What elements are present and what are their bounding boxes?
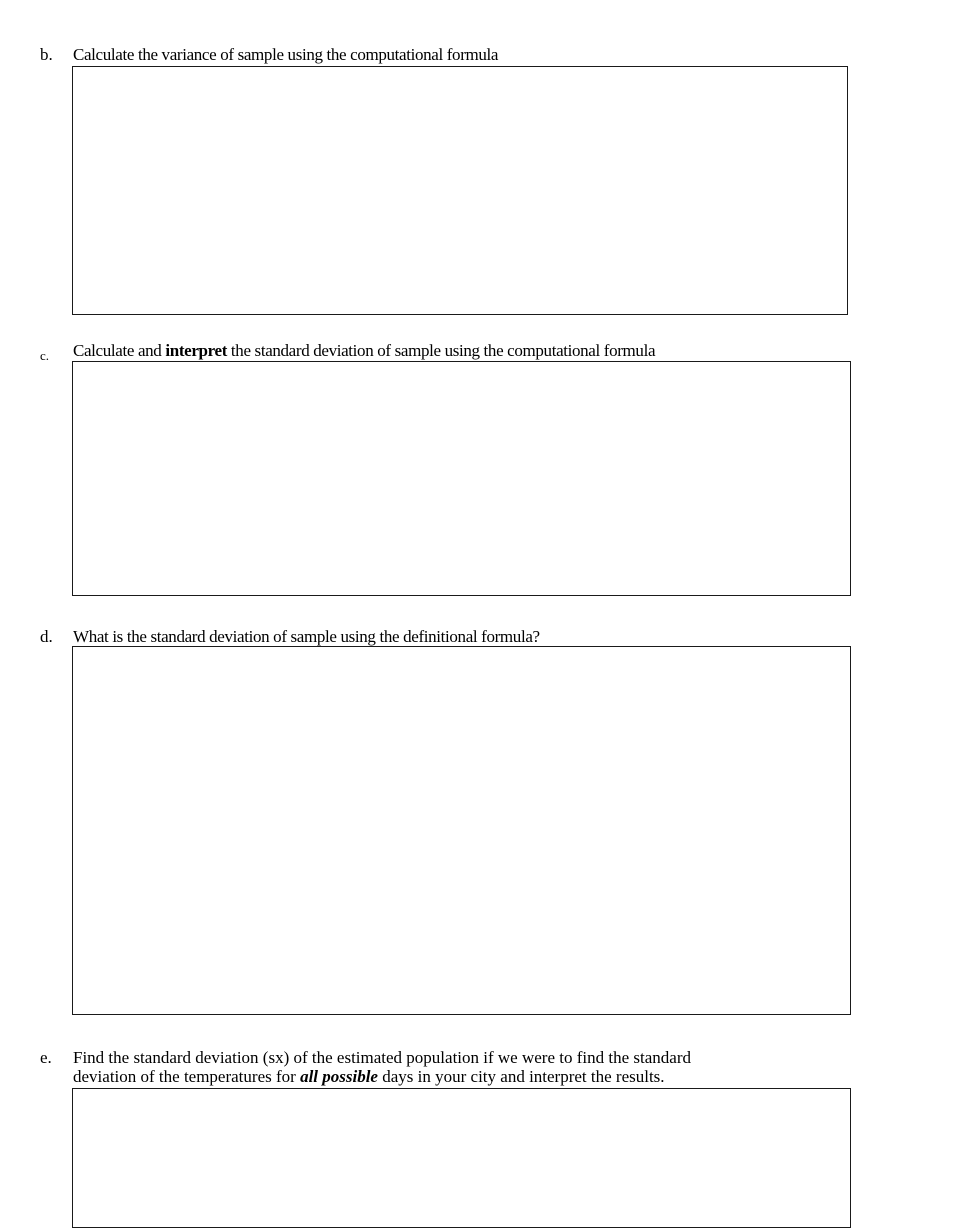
question-c-text-bold: interpret — [165, 341, 228, 360]
question-c-letter: c. — [40, 348, 50, 363]
question-e-line2-before: deviation of the temperatures for — [73, 1067, 301, 1086]
question-c-text — [73, 341, 655, 360]
question-c-text-before: Calculate and — [73, 341, 166, 360]
answer-box-c[interactable] — [72, 361, 851, 596]
question-e-emphasis: all possible — [300, 1067, 378, 1086]
answer-box-e[interactable] — [72, 1088, 851, 1228]
answer-box-d[interactable] — [72, 646, 851, 1015]
question-e-letter: e. — [40, 1048, 52, 1067]
question-d-text: What is the standard deviation of sample using the definitional formula? — [73, 627, 540, 646]
question-b-letter: b. — [40, 45, 53, 64]
question-d-letter: d. — [40, 627, 53, 646]
question-c-text-after: the standard deviation of sample using the computational formula — [227, 341, 656, 360]
answer-box-b[interactable] — [72, 66, 848, 315]
question-b-text: Calculate the variance of sample using the computational formula — [73, 45, 499, 64]
question-e-line2-after: days in your city and interpret the results. — [377, 1067, 665, 1086]
question-e-line2 — [73, 1067, 665, 1086]
question-e-line1: Find the standard deviation (sx) of the estimated population if we were to find the standard — [73, 1048, 691, 1067]
